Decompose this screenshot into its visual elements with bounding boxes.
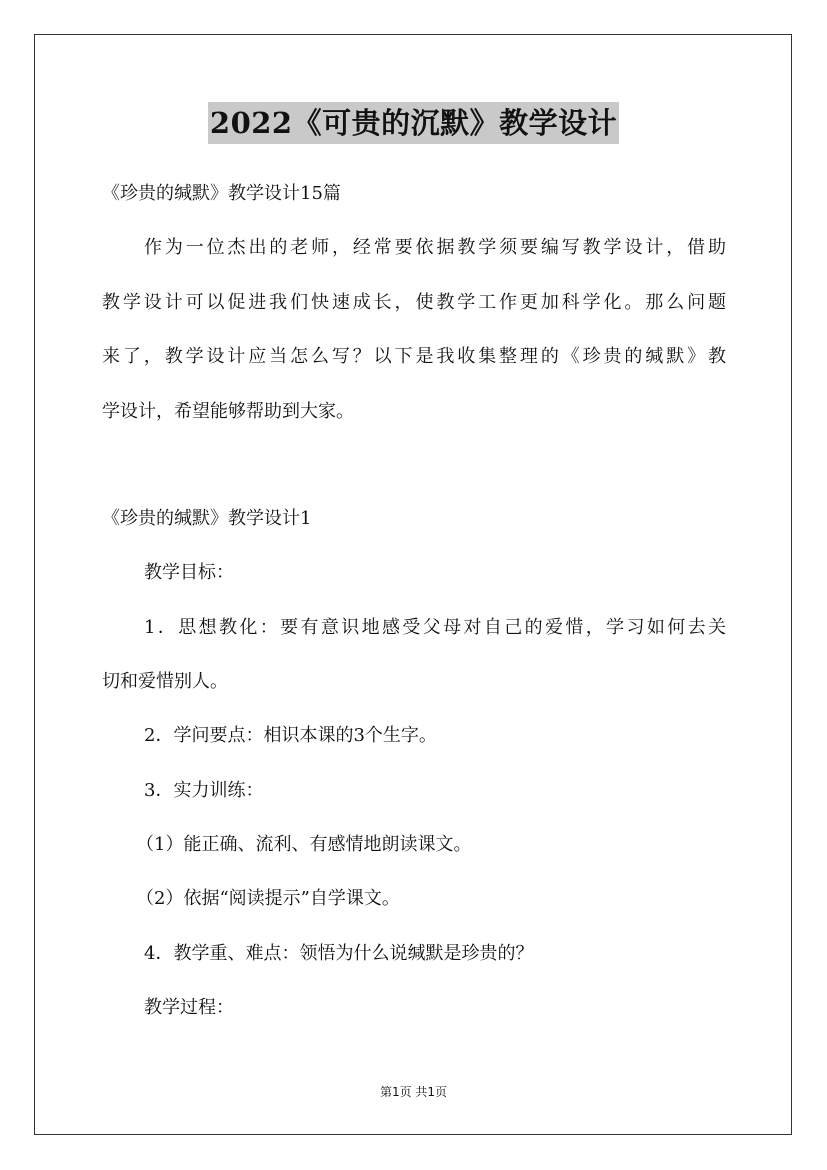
process-label: 教学过程： <box>144 997 234 1018</box>
objective-item-3-sub-1: （1）能正确、流利、有感情地朗读课文。 <box>136 834 472 855</box>
intro-line-1: 作为一位杰出的老师，经常要依据教学须要编写教学设计，借助 <box>144 237 726 258</box>
page-footer: 第1页 共1页 <box>379 1085 448 1099</box>
title-container <box>0 102 827 144</box>
intro-line-2: 教学设计可以促进我们快速成长，使教学工作更加科学化。那么问题 <box>102 292 726 313</box>
objective-item-2: 2．学问要点：相识本课的3个生字。 <box>144 725 437 746</box>
objective-item-4: 4．教学重、难点：领悟为什么说缄默是珍贵的？ <box>144 943 534 964</box>
document-subtitle: 《珍贵的缄默》教学设计15篇 <box>102 183 341 204</box>
intro-line-4: 学设计，希望能够帮助到大家。 <box>102 401 354 422</box>
objective-item-1-line-1: 1．思想教化：要有意识地感受父母对自己的爱惜，学习如何去关 <box>144 617 726 638</box>
objectives-label: 教学目标： <box>144 562 234 583</box>
section-heading: 《珍贵的缄默》教学设计1 <box>102 508 312 529</box>
document-title: 2022《可贵的沉默》教学设计 <box>208 102 619 144</box>
objective-item-1-line-2: 切和爱惜别人。 <box>102 671 228 692</box>
objective-item-3-sub-2: （2）依据“阅读提示”自学课文。 <box>136 888 400 909</box>
intro-line-3: 来了，教学设计应当怎么写？以下是我收集整理的《珍贵的缄默》教 <box>102 346 726 367</box>
objective-item-3: 3．实力训练： <box>144 780 264 801</box>
